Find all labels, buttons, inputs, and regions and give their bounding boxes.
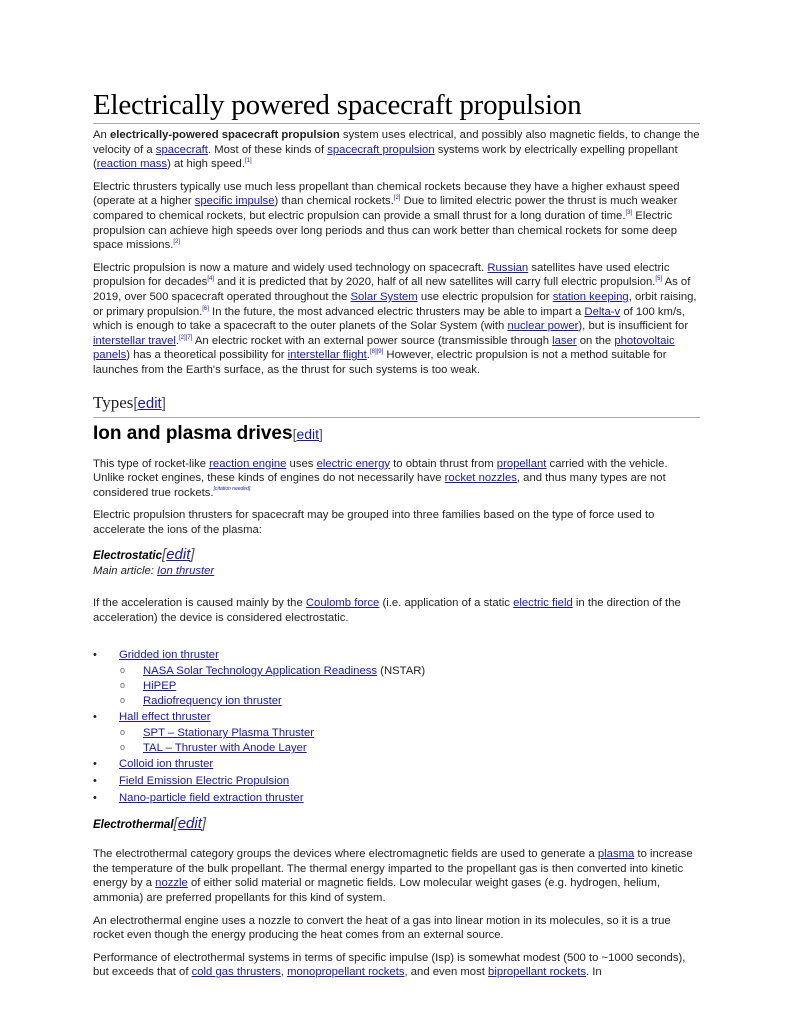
list-item — [93, 756, 700, 773]
link-solar-system[interactable]: Solar System — [350, 290, 418, 303]
link-delta-v[interactable]: Delta-v — [584, 305, 621, 318]
link-interstellar-flight[interactable]: interstellar flight — [287, 349, 367, 362]
intro-paragraph-3: Electric propulsion is now a mature and widely used technology on spacecraft. Russian satellites have used electric propulsion for decades[4] and it is predicted that by 2020, half of all new satellites will carry full electric propulsion.[5] As of 2019, over 500 spacecraft operated throughout the Solar System use electric propulsion for station keeping, orbit raising, or primary propulsion.[6] In the future, the most advanced electric thrusters may be able to impart a Delta-v of 100 km/s, which is enough to take a spacecraft to the outer planets of the Solar System (with nuclear power), but is insufficient for interstellar travel.[2][7] An electric rocket with an external power source (transmissible through laser on the photovoltaic panels) has a theoretical possibility for interstellar flight.[8][9] However, electric propulsion is not a method suitable for launches from the Earth's surface, as the thrust for such systems is too weak. — [93, 261, 697, 376]
article-subject-bold: electrically-powered spacecraft propulsion — [109, 129, 340, 141]
link-plasma[interactable]: plasma — [597, 848, 635, 861]
link-photovoltaic-panels[interactable]: photovoltaic panels — [93, 334, 675, 362]
sub-list-item: o NASA Solar Technology Application Readiness (NSTAR) — [119, 664, 700, 679]
list-item — [93, 709, 700, 756]
electrostatic-thruster-list — [93, 647, 700, 806]
page-title: Electrically powered spacecraft propulsion — [93, 88, 700, 124]
link-colloid-ion-thruster[interactable]: Colloid ion thruster — [119, 758, 214, 771]
citation-ref[interactable]: [2][7] — [179, 334, 193, 341]
citation-ref[interactable]: [2] — [393, 195, 401, 202]
link-laser[interactable]: laser — [552, 334, 577, 347]
citation-ref[interactable]: [4] — [207, 276, 214, 283]
edit-link-electrostatic[interactable]: edit — [166, 546, 191, 564]
link-ion-thruster[interactable]: Ion thruster — [157, 565, 215, 578]
link-russian[interactable]: Russian — [487, 261, 529, 274]
link-spacecraft-propulsion[interactable]: spacecraft propulsion — [327, 143, 435, 156]
link-cold-gas-thrusters[interactable]: cold gas thrusters — [191, 966, 281, 979]
subsection-heading-electrostatic: Electrostatic[edit] — [93, 546, 195, 564]
link-nuclear-power[interactable]: nuclear power — [507, 320, 579, 333]
main-article-hatnote: Main article: Ion thruster — [93, 565, 215, 578]
electrostatic-paragraph-1: If the acceleration is caused mainly by the Coulomb force (i.e. application of a static electric field in the direction of the acceleration) the device is considered electrostatic. — [93, 597, 681, 624]
citation-ref[interactable]: [8][9] — [369, 349, 384, 356]
ion-paragraph-2: Electric propulsion thrusters for spacecraft may be grouped into three families based on the type of force used to accelerate the ions of the plasma: — [93, 509, 655, 536]
list-item — [93, 773, 700, 790]
citation-ref[interactable]: [1] — [244, 158, 252, 165]
citation-ref[interactable]: [2] — [173, 239, 181, 246]
intro-paragraph-2: Electric thrusters typically use much less propellant than chemical rockets because they have a higher exhaust speed (operate at a higher specific impulse) than chemical rockets.[2] Due to limited electric power the thrust is much weaker compared to chemical rockets, but electric propulsion can provide a small thrust for a long duration of time.[3] Electric propulsion can achieve high speeds over long periods and thus can work better than chemical rockets for some deep space missions.[2] — [93, 180, 680, 252]
edit-link-types[interactable]: edit — [137, 394, 162, 412]
citation-ref[interactable]: [6] — [202, 305, 209, 312]
electrothermal-paragraph-3: Performance of electrothermal systems in terms of specific impulse (Isp) is somewhat modest (500 to ~1000 seconds), but exceeds that of cold gas thrusters, monopropellant rockets, and even most bipropellant rockets. In — [93, 951, 686, 979]
link-propellant[interactable]: propellant — [496, 457, 547, 470]
link-radiofrequency-ion-thruster[interactable]: Radiofrequency ion thruster — [143, 695, 282, 708]
link-monopropellant-rockets[interactable]: monopropellant rockets — [287, 966, 405, 979]
electrothermal-paragraph-2: An electrothermal engine uses a nozzle to convert the heat of a gas into linear motion in its molecules, so it is a true rocket even though the energy producing the heat comes from an external source. — [93, 914, 671, 942]
link-electric-energy[interactable]: electric energy — [316, 457, 391, 470]
article — [93, 88, 700, 988]
edit-link-ion-plasma[interactable]: edit — [296, 425, 320, 442]
section-heading-types: Types[edit] — [93, 392, 700, 418]
link-spt[interactable]: SPT – Stationary Plasma Thruster — [143, 727, 314, 740]
link-hipep[interactable]: HiPEP — [143, 680, 177, 693]
link-specific-impulse[interactable]: specific impulse — [194, 195, 275, 208]
citation-ref[interactable]: [5] — [655, 276, 663, 283]
link-nozzle[interactable]: nozzle — [155, 877, 188, 890]
link-tal[interactable]: TAL – Thruster with Anode Layer — [143, 742, 307, 755]
link-nstar[interactable]: NASA Solar Technology Application Readiness — [143, 664, 378, 677]
link-electric-field[interactable]: electric field — [513, 597, 573, 610]
edit-link-electrothermal[interactable]: edit — [177, 815, 202, 833]
link-station-keeping[interactable]: station keeping — [552, 290, 629, 303]
sub-list — [119, 664, 700, 710]
link-interstellar-travel[interactable]: interstellar travel — [93, 334, 176, 347]
link-bipropellant-rockets[interactable]: bipropellant rockets — [488, 966, 586, 979]
list-item — [93, 647, 700, 709]
intro-paragraph-1: An electrically-powered spacecraft propulsion system uses electrical, and possibly also magnetic fields, to change the velocity of a spacecraft. Most of these kinds of spacecraft propulsion systems work by electrically expelling propellant (reaction mass) at high speed.[1] — [93, 129, 700, 171]
sub-list-item — [119, 741, 700, 756]
citation-ref[interactable]: [3] — [625, 209, 633, 216]
sub-list — [119, 726, 700, 756]
subsection-heading-electrothermal: Electrothermal[edit] — [93, 815, 207, 833]
link-coulomb-force[interactable]: Coulomb force — [305, 597, 380, 610]
link-nano-particle-thruster[interactable]: Nano-particle field extraction thruster — [119, 791, 304, 804]
list-item — [93, 790, 700, 807]
sub-list-item — [119, 694, 700, 709]
link-rocket-nozzles[interactable]: rocket nozzles — [444, 472, 517, 485]
sub-list-item — [119, 726, 700, 741]
sub-list-item — [119, 679, 700, 694]
section-heading-ion-plasma: Ion and plasma drives[edit] — [93, 422, 323, 444]
link-hall-effect-thruster[interactable]: Hall effect thruster — [119, 711, 211, 724]
link-spacecraft[interactable]: spacecraft — [155, 143, 208, 156]
link-reaction-engine[interactable]: reaction engine — [209, 457, 287, 470]
electrothermal-paragraph-1: The electrothermal category groups the devices where electromagnetic fields are used to generate a plasma to increase the temperature of the bulk propellant. The thermal energy imparted to the propellant gas is then converted into kinetic energy by a nozzle of either solid material or magnetic fields. Low molecular weight gases (e.g. hydrogen, helium, ammonia) are preferred propellants for this kind of system. — [93, 848, 693, 905]
link-reaction-mass[interactable]: reaction mass — [96, 158, 168, 171]
link-feep[interactable]: Field Emission Electric Propulsion — [119, 775, 290, 788]
citation-needed-tag[interactable]: [citation needed] — [213, 485, 251, 492]
link-gridded-ion-thruster[interactable]: Gridded ion thruster — [119, 649, 219, 662]
ion-paragraph-1: This type of rocket-like reaction engine uses electric energy to obtain thrust from propellant carried with the vehicle. Unlike rocket engines, these kinds of engines do not necessarily have rocket nozzles, and thus many types are not considered true rockets.[citation needed] — [93, 457, 668, 499]
